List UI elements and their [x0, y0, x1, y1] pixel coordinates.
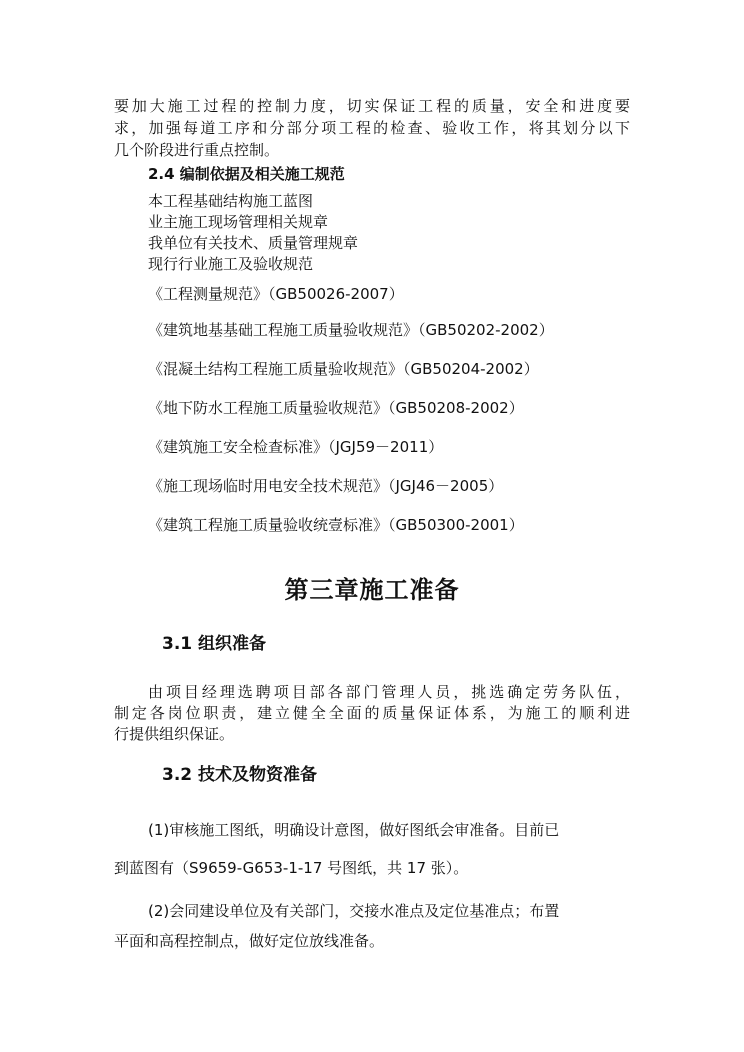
standard-item: 《混凝土结构工程施工质量验收规范》（GB50204-2002） [148, 360, 539, 378]
basis-item: 现行行业施工及验收规范 [148, 255, 314, 273]
section-3-2-item-1-line-1: (1)审核施工图纸，明确设计意图，做好图纸会审准备。目前已 [148, 821, 560, 839]
basis-item: 我单位有关技术、质量管理规章 [148, 234, 359, 252]
section-3-2-heading: 3.2 技术及物资准备 [162, 765, 318, 785]
section-3-1-line-3: 行提供组织保证。 [114, 725, 235, 743]
section-3-1-line-1: 由项目经理选聘项目部各部门管理人员，挑选确定劳务队伍， [148, 683, 630, 701]
section-3-1-line-2: 制定各岗位职责，建立健全全面的质量保证体系，为施工的顺利进 [114, 704, 630, 722]
intro-line-1: 要加大施工过程的控制力度，切实保证工程的质量，安全和进度要 [114, 97, 630, 115]
standard-item: 《地下防水工程施工质量验收规范》（GB50208-2002） [148, 399, 524, 417]
standard-item: 《建筑工程施工质量验收统壹标准》（GB50300-2001） [148, 516, 524, 534]
intro-line-2: 求，加强每道工序和分部分项工程的检查、验收工作，将其划分以下 [114, 119, 630, 137]
section-3-2-item-2-line-1: (2)会同建设单位及有关部门，交接水准点及定位基准点；布置 [148, 902, 560, 920]
section-3-2-item-2-line-2: 平面和高程控制点，做好定位放线准备。 [114, 932, 385, 950]
intro-line-3: 几个阶段进行重点控制。 [114, 141, 280, 159]
standard-item: 《建筑地基基础工程施工质量验收规范》（GB50202-2002） [148, 321, 554, 339]
standard-item: 《建筑施工安全检查标准》（JGJ59－2011） [148, 438, 444, 456]
standard-item: 《工程测量规范》（GB50026-2007） [148, 285, 404, 303]
basis-item: 业主施工现场管理相关规章 [148, 213, 329, 231]
chapter-title: 第三章施工准备 [284, 576, 460, 604]
standard-item: 《施工现场临时用电安全技术规范》（JGJ46－2005） [148, 477, 504, 495]
section-3-1-heading: 3.1 组织准备 [162, 634, 267, 654]
section-3-2-item-1-line-2: 到蓝图有（S9659-G653-1-17 号图纸，共 17 张）。 [114, 859, 469, 877]
section-2-4-heading: 2.4 编制依据及相关施工规范 [148, 165, 345, 183]
basis-item: 本工程基础结构施工蓝图 [148, 192, 314, 210]
